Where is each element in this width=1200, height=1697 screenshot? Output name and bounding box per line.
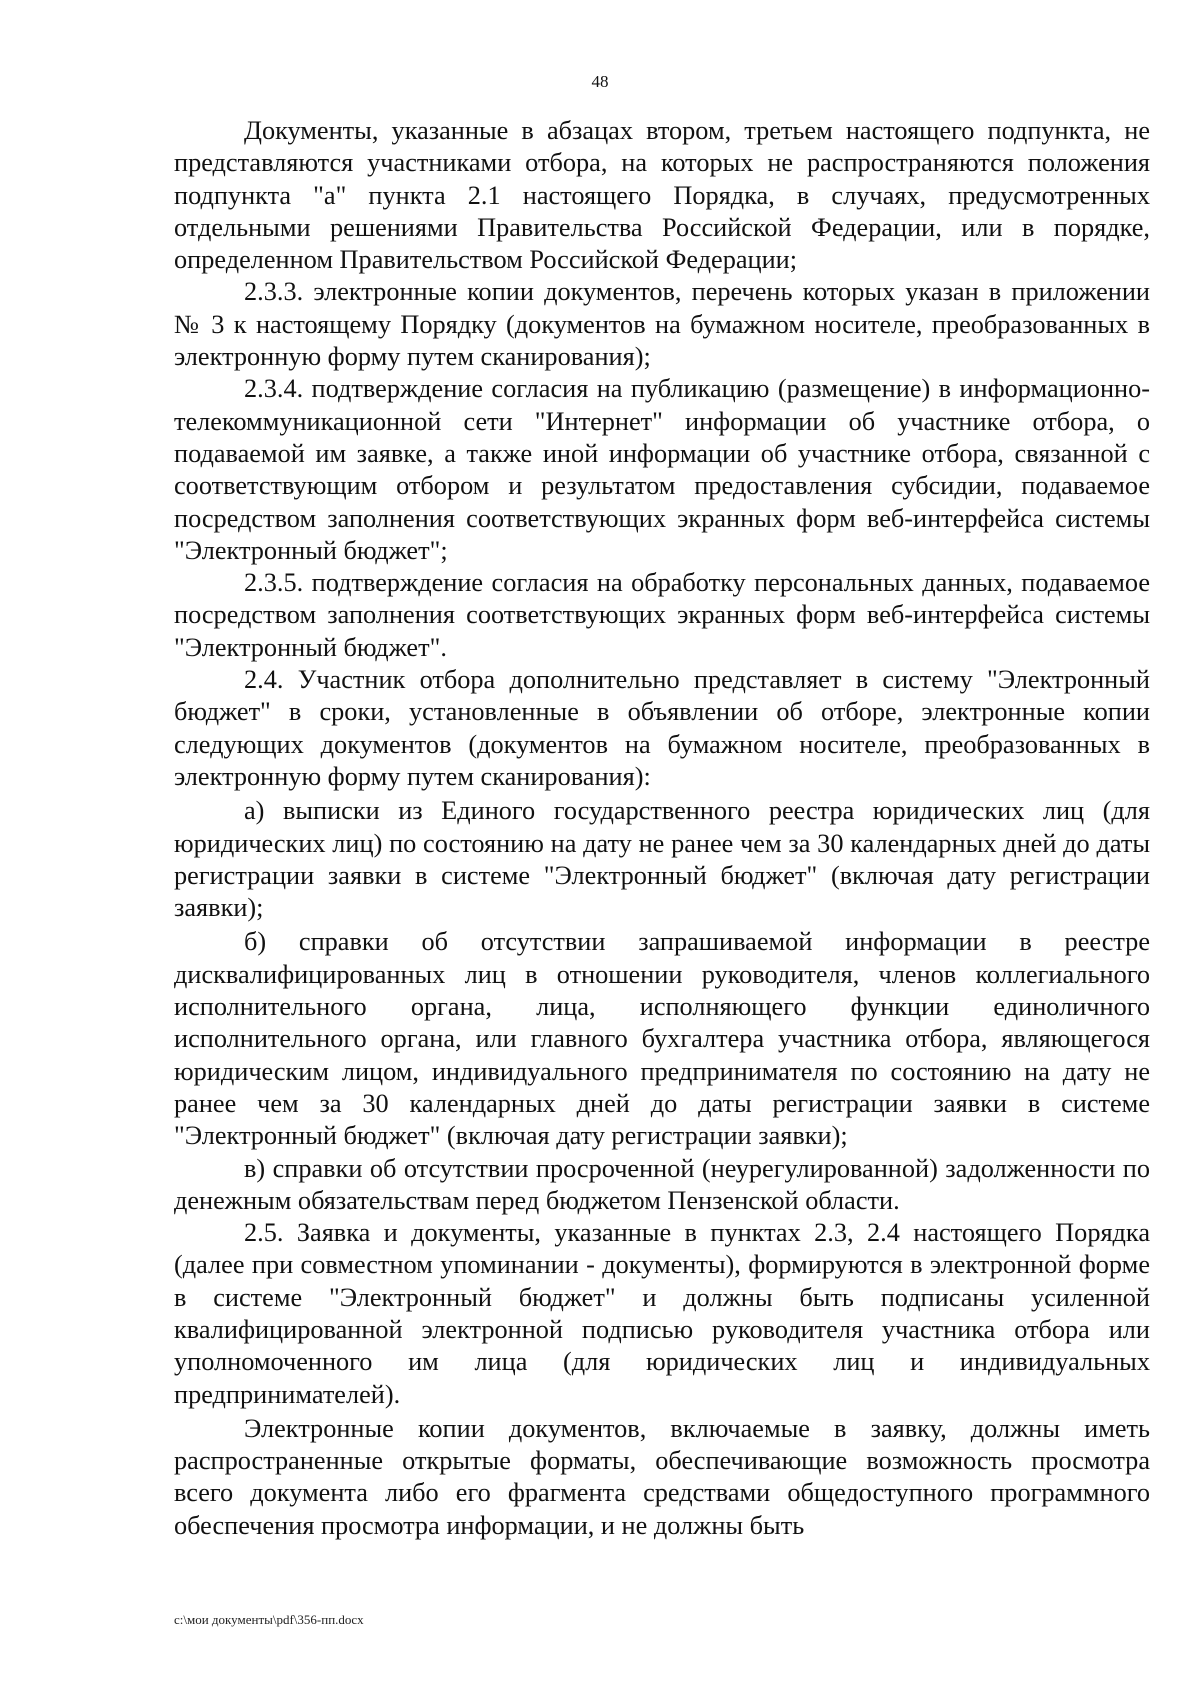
- document-body: [174, 115, 1150, 1542]
- page-number: 48: [591, 72, 609, 91]
- paragraph-electronic-copies: Электронные копии документов, включаемые в заявку, должны иметь распространенные открытые форматы, обеспечивающие возможность просмотра всего документа либо его фрагмента средствами общедоступного программного обеспечения просмотра информации, и не должны быть: [174, 1413, 1150, 1540]
- paragraph-2-3-5: 2.3.5. подтверждение согласия на обработку персональных данных, подаваемое посредством заполнения соответствующих экранных форм веб-интерфейса системы "Электронный бюджет".: [174, 568, 1150, 662]
- paragraph-2-3-3: 2.3.3. электронные копии документов, перечень которых указан в приложении № 3 к настоящему Порядку (документов на бумажном носителе, преобразованных в электронную форму путем сканирования);: [174, 277, 1150, 372]
- paragraph-2-3-4: 2.3.4. подтверждение согласия на публикацию (размещение) в информационно-телекоммуникационной сети "Интернет" информации об участнике отбора, о подаваемой им заявке, а также иной информации об участнике отбора, связанной с соответствующим отбором и результатом предоставления субсидии, подаваемое посредством заполнения соответствующих экранных форм веб-интерфейса системы "Электронный бюджет";: [174, 374, 1150, 565]
- paragraph-item-a: а) выписки из Единого государственного реестра юридических лиц (для юридических лиц) по состоянию на дату не ранее чем за 30 календарных дней до даты регистрации заявки в системе "Электронный бюджет" (включая дату регистрации заявки);: [174, 796, 1150, 923]
- paragraph-item-v: в) справки об отсутствии просроченной (неурегулированной) задолженности по денежным обязательствам перед бюджетом Пензенской области.: [174, 1153, 1150, 1215]
- footer-file-path: c:\мои документы\pdf\356-пп.docx: [174, 1612, 364, 1627]
- paragraph-item-b: б) справки об отсутствии запрашиваемой информации в реестре дисквалифицированных лиц в отношении руководителя, членов коллегиального исполнительного органа, лица, исполняющего функции единоличного исполнительного органа, или главного бухгалтера участника отбора, являющегося юридическим лицом, индивидуального предпринимателя по состоянию на дату не ранее чем за 30 календарных дней до даты регистрации заявки в системе "Электронный бюджет" (включая дату регистрации заявки);: [174, 927, 1150, 1151]
- paragraph-documents-not-submitted: Документы, указанные в абзацах втором, третьем настоящего подпункта, не представляются участниками отбора, на которых не распространяются положения подпункта "а" пункта 2.1 настоящего Порядка, в случаях, предусмотренных отдельными решениями Правительства Российской Федерации, или в порядке, определенном Правительством Российской Федерации;: [174, 116, 1150, 275]
- paragraph-2-4: 2.4. Участник отбора дополнительно представляет в систему "Электронный бюджет" в сроки, установленные в объявлении об отборе, электронные копии следующих документов (документов на бумажном носителе, преобразованных в электронную форму путем сканирования):: [174, 665, 1150, 791]
- paragraph-2-5: 2.5. Заявка и документы, указанные в пунктах 2.3, 2.4 настоящего Порядка (далее при совместном упоминании - документы), формируются в электронной форме в системе "Электронный бюджет" и должны быть подписаны усиленной квалифицированной электронной подписью руководителя участника отбора или уполномоченного им лица (для юридических лиц и индивидуальных предпринимателей).: [174, 1218, 1150, 1409]
